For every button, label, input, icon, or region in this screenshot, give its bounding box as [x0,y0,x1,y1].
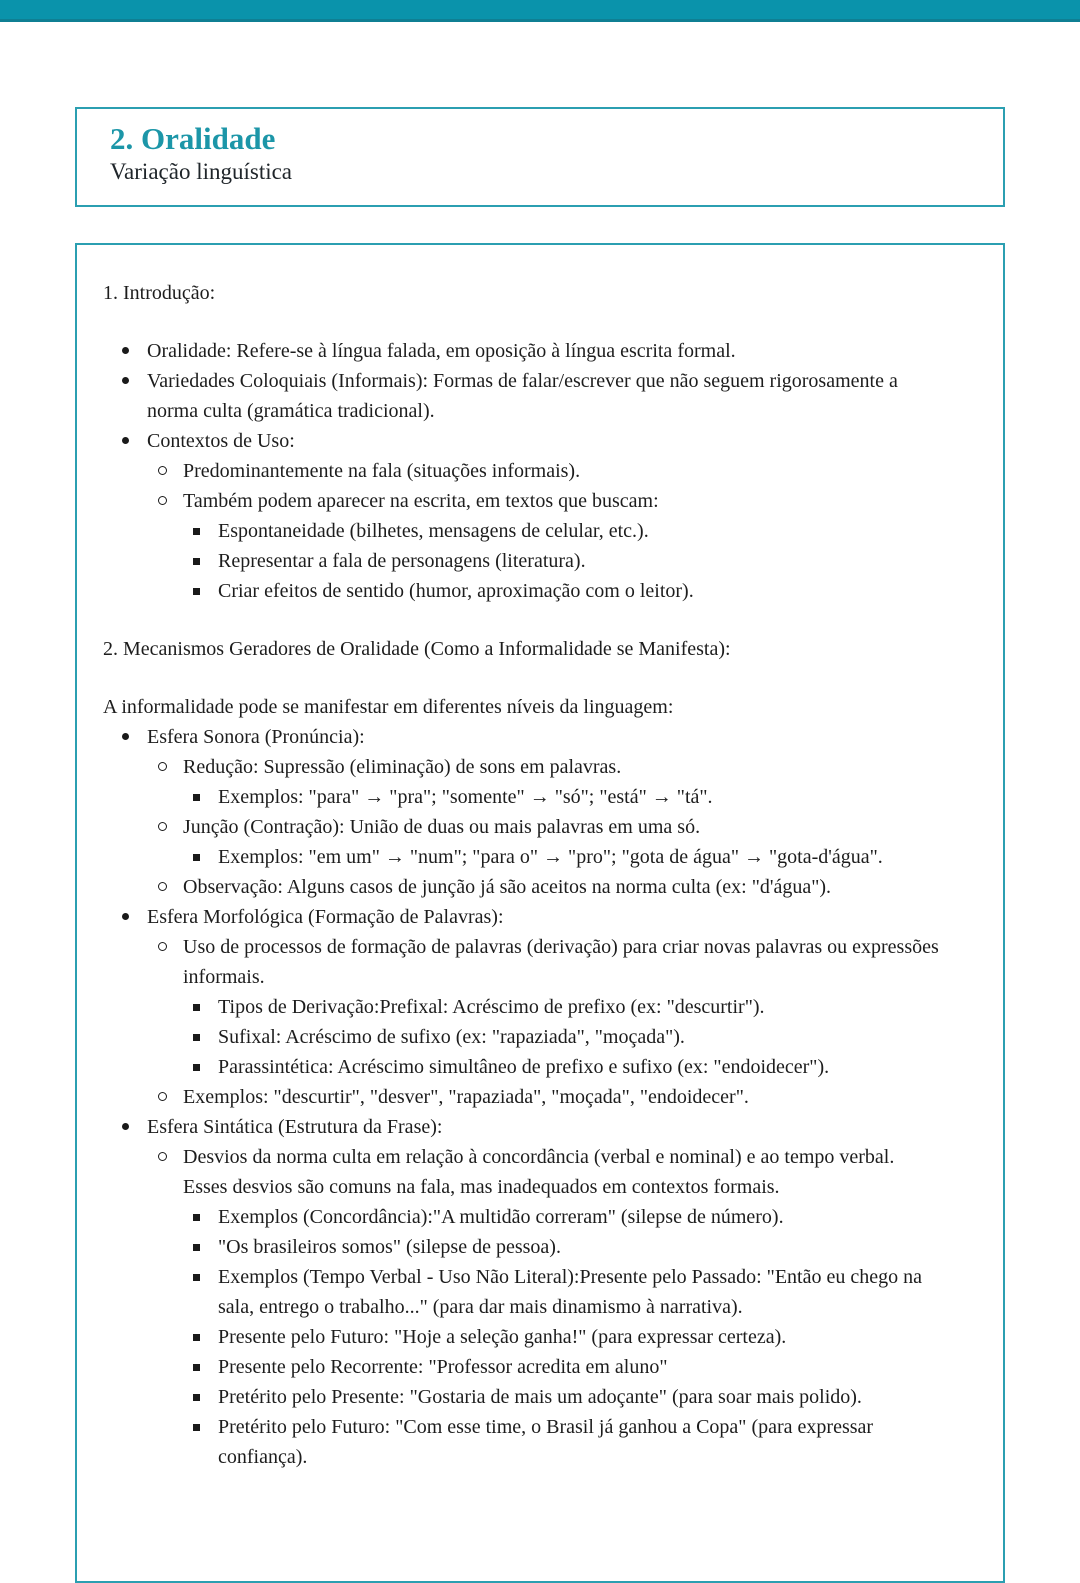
list-item [103,516,943,546]
bullet-marker-cell [192,1052,218,1082]
bullet-marker-cell [192,1352,218,1382]
list-item [103,1202,943,1232]
bullet-marker-cell [157,752,183,782]
list-item [103,932,943,992]
square-bullet-icon [193,854,200,861]
square-bullet-icon [193,1244,200,1251]
circle-bullet-icon [158,762,167,771]
list-item [103,1322,943,1352]
list-item-text: Exemplos (Concordância):"A multidão correram" (silepse de número). [218,1206,784,1228]
list-item-text: Tipos de Derivação:Prefixal: Acréscimo de prefixo (ex: "descurtir"). [218,996,765,1018]
bullet-marker-cell [121,902,147,932]
square-bullet-icon [193,1394,200,1401]
list-item-text: Uso de processos de formação de palavras (derivação) para criar novas palavras ou expressões informais. [183,936,939,988]
bullet-marker-cell [121,426,147,456]
list-item-text: Junção (Contração): União de duas ou mais palavras em uma só. [183,816,701,838]
list-item-text: Sufixal: Acréscimo de sufixo (ex: "rapaziada", "moçada"). [218,1026,685,1048]
bullet-marker-cell [121,722,147,752]
bullet-marker-cell [157,812,183,842]
disc-bullet-icon [122,1123,129,1130]
bullet-marker-cell [157,486,183,516]
list-item [103,812,943,842]
list-item [103,336,943,366]
list-item [103,426,943,456]
circle-bullet-icon [158,1152,167,1161]
list-item [103,366,943,426]
square-bullet-icon [193,1034,200,1041]
list-item-text: Predominantemente na fala (situações informais). [183,460,581,482]
circle-bullet-icon [158,882,167,891]
bullet-marker-cell [157,872,183,902]
list-item-text: Parassintética: Acréscimo simultâneo de prefixo e sufixo (ex: "endoidecer"). [218,1056,830,1078]
list-item-text: Observação: Alguns casos de junção já são aceitos na norma culta (ex: "d'água"). [183,876,832,898]
list-item [103,842,943,872]
list-item-text: Presente pelo Recorrente: "Professor acredita em aluno" [218,1356,668,1378]
list-item [103,782,943,812]
bullet-marker-cell [121,366,147,396]
square-bullet-icon [193,1064,200,1071]
list-item [103,1142,943,1202]
paragraph: 2. Mecanismos Geradores de Oralidade (Como a Informalidade se Manifesta): [103,638,731,660]
list-item [103,546,943,576]
list-item [103,1232,943,1262]
list-item [103,456,943,486]
list-item-text: Também podem aparecer na escrita, em textos que buscam: [183,490,659,512]
square-bullet-icon [193,1004,200,1011]
page-subtitle: Variação linguística [110,159,293,184]
disc-bullet-icon [122,733,129,740]
list-item [103,576,943,606]
list-item-text: Desvios da norma culta em relação à concordância (verbal e nominal) e ao tempo verbal. Esses desvios são comuns na fala, mas inadequados em contextos formais. [183,1146,895,1198]
list-item-text: Redução: Supressão (eliminação) de sons em palavras. [183,756,622,778]
bullet-marker-cell [157,1142,183,1172]
square-bullet-icon [193,1364,200,1371]
square-bullet-icon [193,1334,200,1341]
bullet-marker-cell [121,1112,147,1142]
list-item-text: Pretérito pelo Futuro: "Com esse time, o Brasil já ganhou a Copa" (para expressar confiança). [218,1416,874,1468]
circle-bullet-icon [158,1092,167,1101]
bullet-marker-cell [192,546,218,576]
notes-content [103,278,943,1472]
square-bullet-icon [193,528,200,535]
top-accent-bar [0,0,1080,22]
bullet-marker-cell [192,782,218,812]
list-item-text: Pretérito pelo Presente: "Gostaria de mais um adoçante" (para soar mais polido). [218,1386,862,1408]
page-title: 2. Oralidade [110,121,276,156]
list-item [103,1262,943,1322]
list-item-text: Esfera Sonora (Pronúncia): [147,726,365,748]
list-item [103,1352,943,1382]
bullet-marker-cell [192,1412,218,1442]
list-item-text: Esfera Morfológica (Formação de Palavras): [147,906,504,928]
list-item-text: Espontaneidade (bilhetes, mensagens de celular, etc.). [218,520,649,542]
list-item [103,1052,943,1082]
paragraph: 1. Introdução: [103,282,216,304]
bullet-marker-cell [157,456,183,486]
list-item [103,486,943,516]
bullet-marker-cell [192,842,218,872]
list-item [103,992,943,1022]
square-bullet-icon [193,1274,200,1281]
circle-bullet-icon [158,822,167,831]
list-item [103,1412,943,1472]
square-bullet-icon [193,558,200,565]
bullet-marker-cell [192,1202,218,1232]
bullet-marker-cell [192,1322,218,1352]
circle-bullet-icon [158,496,167,505]
list-item [103,1082,943,1112]
bullet-marker-cell [192,1232,218,1262]
bullet-marker-cell [192,992,218,1022]
list-item-text: Criar efeitos de sentido (humor, aproximação com o leitor). [218,580,694,602]
list-item [103,872,943,902]
square-bullet-icon [193,588,200,595]
circle-bullet-icon [158,942,167,951]
list-item [103,1382,943,1412]
list-item [103,1022,943,1052]
bullet-marker-cell [157,1082,183,1112]
title-card [75,107,1005,207]
list-item-text: Representar a fala de personagens (literatura). [218,550,586,572]
list-item-text: Exemplos (Tempo Verbal - Uso Não Literal):Presente pelo Passado: "Então eu chego na sala, entrego o trabalho..." (para dar mais dinamismo à narrativa). [218,1266,922,1318]
bullet-marker-cell [157,932,183,962]
list-item-text: Exemplos: "descurtir", "desver", "rapaziada", "moçada", "endoidecer". [183,1086,749,1108]
disc-bullet-icon [122,437,129,444]
list-item-text: Esfera Sintática (Estrutura da Frase): [147,1116,443,1138]
bullet-marker-cell [192,576,218,606]
list-item-text: Presente pelo Futuro: "Hoje a seleção ganha!" (para expressar certeza). [218,1326,787,1348]
disc-bullet-icon [122,377,129,384]
bullet-marker-cell [192,516,218,546]
list-item [103,902,943,932]
list-item-text: "Os brasileiros somos" (silepse de pessoa). [218,1236,561,1258]
list-item [103,1112,943,1142]
list-item-text: Oralidade: Refere-se à língua falada, em oposição à língua escrita formal. [147,340,736,362]
bullet-marker-cell [192,1382,218,1412]
circle-bullet-icon [158,466,167,475]
disc-bullet-icon [122,913,129,920]
bullet-marker-cell [192,1022,218,1052]
square-bullet-icon [193,794,200,801]
disc-bullet-icon [122,347,129,354]
blank-line-spacer [103,308,943,336]
list-item-text: Variedades Coloquiais (Informais): Formas de falar/escrever que não seguem rigorosamente a norma culta (gramática tradicional). [147,370,898,422]
bullet-marker-cell [192,1262,218,1292]
list-item-text: Contextos de Uso: [147,430,295,452]
paragraph: A informalidade pode se manifestar em diferentes níveis da linguagem: [103,696,674,718]
list-item [103,752,943,782]
list-item-text: Exemplos: "para" → "pra"; "somente" → "só"; "está" → "tá". [218,786,713,808]
blank-line-spacer [103,606,943,634]
notes-card [75,243,1005,1583]
square-bullet-icon [193,1214,200,1221]
bullet-marker-cell [121,336,147,366]
blank-line-spacer [103,664,943,692]
list-item [103,722,943,752]
list-item-text: Exemplos: "em um" → "num"; "para o" → "pro"; "gota de água" → "gota-d'água". [218,846,883,868]
square-bullet-icon [193,1424,200,1431]
